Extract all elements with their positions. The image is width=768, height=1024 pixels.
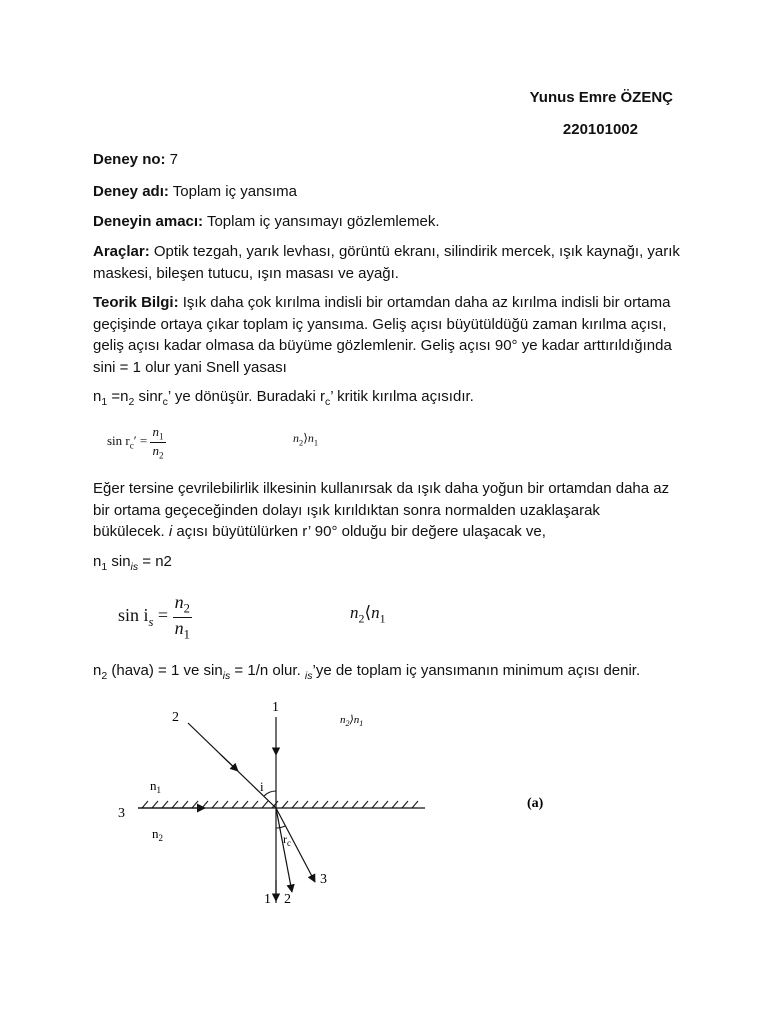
- hava-e: ’ye de toplam iç yansımanın minimum açısı denir.: [312, 662, 641, 679]
- label-n1: $n_1$: [150, 778, 161, 795]
- deney-adi-line: [93, 181, 693, 203]
- formula1-cond-op: ⟩: [303, 431, 308, 445]
- formula2-num-sub: 2: [183, 601, 190, 616]
- formula2-lhs-sub: s: [148, 614, 154, 629]
- ray2-refracted: [276, 808, 292, 892]
- formula2-eq: =: [153, 605, 173, 626]
- snell-mid: =n: [107, 388, 129, 405]
- hava-d-sub: is: [304, 670, 313, 682]
- deney-no-line: [93, 149, 693, 171]
- formula1-cond-a: n: [293, 431, 299, 445]
- ray2-arrow: [220, 754, 238, 771]
- snell-rest2: ’ kritik kırılma açısıdır.: [330, 388, 474, 405]
- student-number: 220101002: [562, 121, 638, 138]
- deney-no-label: Deney no:: [93, 151, 166, 168]
- hava-b-sub: is: [222, 670, 231, 682]
- formula-critical-angle: [107, 424, 166, 460]
- formula2-den-sub: 1: [183, 627, 190, 642]
- paragraph2-i: i: [164, 523, 173, 540]
- formula2-cond-b: n: [371, 603, 380, 622]
- formula1-lhs-sub: c: [129, 440, 134, 451]
- araclar-value: Optik tezgah, yarık levhası, görüntü ekranı, silindirik mercek, ışık kaynağı, yarık maskesi, bileşen tutucu, ışın masası ve ayağı.: [93, 243, 680, 282]
- snell-rest: ’ ye dönüşür. Buradaki r: [167, 388, 325, 405]
- hava-line: [93, 660, 713, 688]
- hava-c: = 1/n olur.: [230, 662, 305, 679]
- teorik-label: Teorik Bilgi:: [93, 294, 179, 311]
- n1sin-b: sin: [107, 553, 131, 570]
- amac-line: [93, 211, 693, 233]
- label-ray2: 2: [172, 710, 179, 725]
- label-angle-rc: $r_c$: [283, 832, 291, 848]
- formula2-cond-sub1: 2: [358, 611, 365, 626]
- formula2-cond-op: ⟨: [364, 603, 372, 622]
- teorik-value: Işık daha çok kırılma indisli bir ortamdan daha az kırılma indisli bir ortama geçişinde ortaya çıkar toplam iç yansıma. Geliş açısı büyütüldüğü zaman kırılma açısı, geliş açısı kadar olmasa da büyüme gözlemlenir. Geliş açısı 90° ye kadar arttırıldığında sini = 1 olur yani Snell yasası: [93, 294, 672, 376]
- snell-subc: c: [162, 396, 168, 408]
- label-bottom3: 3: [320, 872, 327, 887]
- snell-text: sinr: [134, 388, 163, 405]
- formula1-den: n: [152, 442, 159, 458]
- n1sin-a: n: [93, 553, 102, 570]
- snell-sub1: 1: [101, 396, 108, 408]
- hava-a-sub: 2: [101, 670, 108, 682]
- formula1-cond-b: n: [307, 431, 314, 445]
- formula-incidence-angle: [118, 592, 192, 642]
- formula1-fraction: [150, 424, 165, 460]
- snell-line: [93, 386, 693, 414]
- formula2-fraction: [173, 592, 192, 642]
- formula1-lhs: sin r: [107, 433, 130, 449]
- formula1-prime: ′: [133, 433, 137, 449]
- author-name: Yunus Emre ÖZENÇ: [529, 89, 673, 106]
- formula2-num: n: [174, 592, 184, 612]
- figure-label: (a): [527, 796, 544, 811]
- formula2-cond-sub2: 1: [379, 611, 386, 626]
- paragraph2-text: Eğer tersine çevrilebilirlik ilkesinin kullanırsak da ışık daha yoğun bir ortamdan daha az bir ortama geçeceğinden dolayı ışık kırıldıktan sonra normalden uzaklaşarak bükülecek.: [93, 480, 670, 540]
- interface-hatching: [142, 801, 418, 808]
- formula1-eq: =: [136, 433, 151, 449]
- formula2-condition: [350, 603, 386, 626]
- n1-sin-line: [93, 551, 693, 579]
- deney-adi-label: Deney adı:: [93, 183, 169, 200]
- n1sin-a-sub: 1: [101, 561, 108, 573]
- deney-adi-value: Toplam iç yansıma: [168, 183, 297, 200]
- diagram-svg: [100, 695, 570, 915]
- formula2-cond-a: n: [350, 603, 359, 622]
- snell-subc2: c: [324, 396, 331, 408]
- formula1-num: n: [152, 424, 159, 439]
- n1sin-b-sub: is: [130, 561, 139, 573]
- label-bottom1: 1: [264, 892, 271, 907]
- label-n2: $n_2$: [152, 826, 163, 843]
- total-internal-reflection-diagram: [100, 695, 570, 920]
- araclar-label: Araçlar:: [93, 243, 150, 260]
- araclar-paragraph: [93, 241, 693, 284]
- label-angle-i: i: [260, 779, 264, 794]
- hava-b: (hava) = 1 ve sin: [107, 662, 223, 679]
- n1sin-c: = n2: [138, 553, 172, 570]
- formula2-den: n: [174, 617, 184, 638]
- snell-sub2: 2: [128, 396, 135, 408]
- label-ray3: 3: [118, 806, 125, 821]
- formula2-lhs: sin i: [118, 605, 149, 626]
- angle-rc-arc: [276, 826, 285, 828]
- deney-no-value: 7: [165, 151, 179, 168]
- amac-label: Deneyin amacı:: [93, 213, 204, 230]
- reversibility-paragraph: [93, 478, 673, 543]
- ray3-refracted: [276, 808, 315, 882]
- paragraph2-tail: açısı büyütülürken r’ 90° olduğu bir değere ulaşacak ve,: [172, 523, 546, 540]
- label-bottom2: 2: [284, 892, 291, 907]
- teorik-paragraph: [93, 292, 683, 378]
- hava-a: n: [93, 662, 102, 679]
- formula1-cond-sub2: 1: [313, 438, 319, 448]
- amac-value: Toplam iç yansımayı gözlemlemek.: [203, 213, 440, 230]
- label-ray1: 1: [272, 700, 279, 715]
- label-condition: $n_2⟩n_1$: [340, 714, 364, 728]
- snell-n1: n: [93, 388, 102, 405]
- formula1-condition: [293, 431, 318, 447]
- formula1-den-sub: 2: [158, 450, 164, 461]
- angle-i-arc: [264, 791, 276, 796]
- formula1-num-sub: 1: [158, 431, 164, 442]
- formula1-cond-sub1: 2: [299, 438, 304, 448]
